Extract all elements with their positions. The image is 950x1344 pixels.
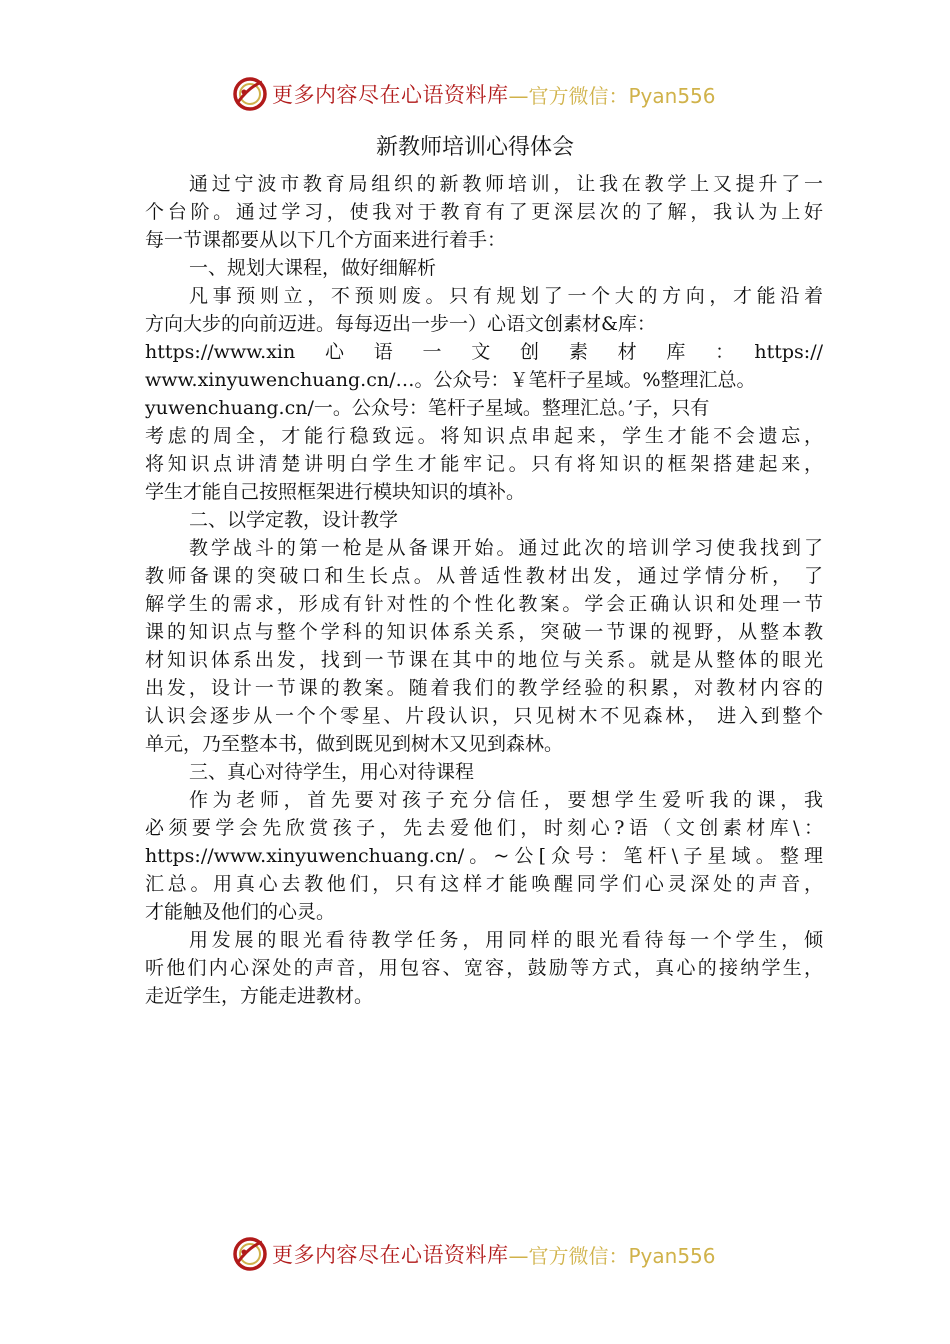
text-line: 教师备课的突破口和生长点。从普适性教材出发，通过学情分析， 了 xyxy=(145,565,823,587)
text-line: 作为老师，首先要对孩子充分信任，要想学生爱听我的课，我 xyxy=(189,789,823,811)
text-line: 必须要学会先欣赏孩子，先去爱他们，时刻心?语（文创素材库\： xyxy=(145,817,823,839)
text-line: www.xinyuwenchuang.cn/…。公众号：￥笔杆子星域。%整理汇总。 xyxy=(145,369,756,391)
text-line: 才能触及他们的心灵。 xyxy=(145,901,336,923)
xinyu-logo-icon xyxy=(232,1236,268,1272)
text-line: 方向大步的向前迈进。每每迈出一步一）心语文创素材&库： xyxy=(145,313,656,335)
document-body xyxy=(145,170,823,1010)
text-line: 通过宁波市教育局组织的新教师培训，让我在教学上又提升了一 xyxy=(189,173,823,195)
text-line: 教学战斗的第一枪是从备课开始。通过此次的培训学习使我找到了 xyxy=(189,537,823,559)
text-line: 走近学生，方能走进教材。 xyxy=(145,985,374,1007)
banner-wechat-text: —官方微信：Pyan556 xyxy=(508,83,716,108)
text-line: 材知识体系出发，找到一节课在其中的地位与关系。就是从整体的眼光 xyxy=(145,649,823,671)
banner-main-text: 更多内容尽在心语资料库 xyxy=(272,1243,509,1267)
section-heading: 一、规划大课程，做好细解析 xyxy=(189,257,437,279)
banner-wechat-text: —官方微信：Pyan556 xyxy=(508,1243,716,1268)
text-line: 将知识点讲清楚讲明白学生才能牢记。只有将知识的框架搭建起来， xyxy=(145,453,823,475)
text-line: 解学生的需求，形成有针对性的个性化教案。学会正确认识和处理一节 xyxy=(145,593,823,615)
document-title: 新教师培训心得体会 xyxy=(375,135,574,160)
xinyu-logo-icon xyxy=(232,76,268,112)
text-line: yuwenchuang.cn/一。公众号：笔杆子星域。整理汇总。’子，只有 xyxy=(145,397,710,419)
text-line: https://www.xinyuwenchuang.cn/。~公[众号：笔杆\子星域。整理 xyxy=(145,845,823,867)
text-line: 听他们内心深处的声音，用包容、宽容，鼓励等方式，真心的接纳学生， xyxy=(145,957,823,979)
text-line: 认识会逐步从一个个零星、片段认识，只见树木不见森林， 进入到整个 xyxy=(145,705,823,727)
text-line: https://www.xin 心 语 一 文 创 素 材 库 ： https:// xyxy=(145,341,823,363)
header-banner xyxy=(232,72,732,116)
footer-banner xyxy=(232,1232,732,1276)
text-line: 出发，设计一节课的教案。随着我们的教学经验的积累，对教材内容的 xyxy=(145,677,823,699)
text-line: 个台阶。通过学习，使我对于教育有了更深层次的了解，我认为上好 xyxy=(145,201,823,223)
section-heading: 三、真心对待学生，用心对待课程 xyxy=(189,761,475,783)
section-heading: 二、以学定教，设计教学 xyxy=(189,509,399,531)
text-line: 课的知识点与整个学科的知识体系关系，突破一节课的视野，从整本教 xyxy=(145,621,823,643)
text-line: 用发展的眼光看待教学任务，用同样的眼光看待每一个学生，倾 xyxy=(189,929,823,951)
text-line: 凡事预则立，不预则废。只有规划了一个大的方向，才能沿着 xyxy=(189,285,823,307)
text-line: 汇总。用真心去教他们，只有这样才能唤醒同学们心灵深处的声音， xyxy=(145,873,823,895)
text-line: 考虑的周全，才能行稳致远。将知识点串起来，学生才能不会遗忘， xyxy=(145,425,823,447)
banner-main-text: 更多内容尽在心语资料库 xyxy=(272,83,509,107)
text-line: 每一节课都要从以下几个方面来进行着手： xyxy=(145,229,507,251)
text-line: 学生才能自己按照框架进行模块知识的填补。 xyxy=(145,481,526,503)
text-line: 单元，乃至整本书，做到既见到树木又见到森林。 xyxy=(145,733,564,755)
